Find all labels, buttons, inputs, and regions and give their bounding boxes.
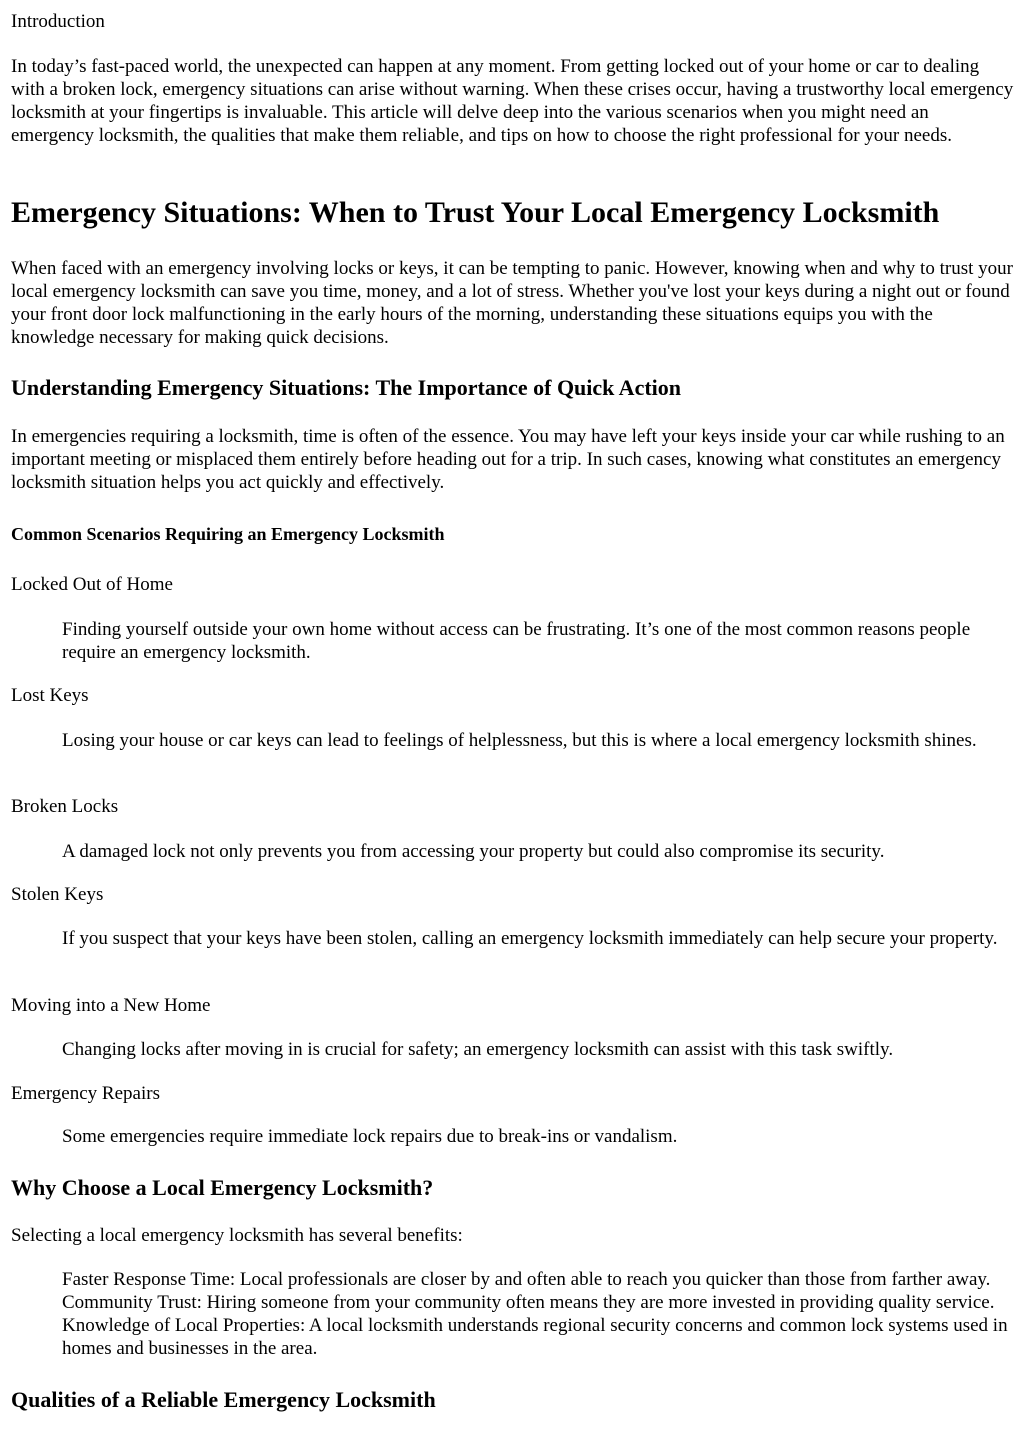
scenario-term: Moving into a New Home xyxy=(11,995,211,1016)
section3-heading: Why Choose a Local Emergency Locksmith? xyxy=(11,1175,434,1200)
intro-label: Introduction xyxy=(11,11,105,32)
benefits-paragraph: Faster Response Time: Local professionals are closer by and often able to reach you quicker than those from farther away. Community Trust: Hiring someone from your community often means they are more invested in providing quality service. Knowledge of Local Properties: A local locksmith understands regional security concerns and common lock systems used in homes and businesses in the area. xyxy=(62,1269,1008,1359)
section2-heading: Understanding Emergency Situations: The Importance of Quick Action xyxy=(11,375,682,400)
scenario-term: Lost Keys xyxy=(11,685,89,706)
section4-heading: Qualities of a Reliable Emergency Locksmith xyxy=(11,1387,436,1412)
scenario-description: Changing locks after moving in is crucial for safety; an emergency locksmith can assist with this task swiftly. xyxy=(62,1039,894,1060)
main-heading: Emergency Situations: When to Trust Your Local Emergency Locksmith xyxy=(11,196,940,229)
intro-paragraph: In today’s fast-paced world, the unexpected can happen at any moment. From getting locked out of your home or car to dealing with a broken lock, emergency situations can arise without warning. When these crises occur, having a trustworthy local emergency locksmith at your fingertips is invaluable. This article will delve deep into the various scenarios when you might need an emergency locksmith, the qualities that make them reliable, and tips on how to choose the right professional for your needs. xyxy=(11,56,1014,146)
scenario-description: If you suspect that your keys have been stolen, calling an emergency locksmith immediately can help secure your property. xyxy=(62,928,998,949)
section2-paragraph: In emergencies requiring a locksmith, time is often of the essence. You may have left your keys inside your car while rushing to an important meeting or misplaced them entirely before heading out for a trip. In such cases, knowing what constitutes an emergency locksmith situation helps you act quickly and effectively. xyxy=(11,426,1005,493)
scenario-description: Some emergencies require immediate lock repairs due to break-ins or vandalism. xyxy=(62,1126,678,1147)
scenarios-heading: Common Scenarios Requiring an Emergency Locksmith xyxy=(11,524,445,544)
section1-paragraph: When faced with an emergency involving locks or keys, it can be tempting to panic. However, knowing when and why to trust your local emergency locksmith can save you time, money, and a lot of stress. Whether you've lost your keys during a night out or found your front door lock malfunctioning in the early hours of the morning, understanding these situations equips you with the knowledge necessary for making quick decisions. xyxy=(11,258,1013,348)
scenario-description: Finding yourself outside your own home without access can be frustrating. It’s one of the most common reasons people require an emergency locksmith. xyxy=(62,619,971,663)
scenario-term: Stolen Keys xyxy=(11,884,104,905)
scenario-description: A damaged lock not only prevents you from accessing your property but could also compromise its security. xyxy=(62,841,885,862)
section3-lead: Selecting a local emergency locksmith has several benefits: xyxy=(11,1225,463,1246)
scenario-term: Locked Out of Home xyxy=(11,574,173,595)
scenario-term: Broken Locks xyxy=(11,796,119,817)
scenario-description: Losing your house or car keys can lead to feelings of helplessness, but this is where a local emergency locksmith shines. xyxy=(62,730,977,751)
scenario-term: Emergency Repairs xyxy=(11,1083,160,1104)
